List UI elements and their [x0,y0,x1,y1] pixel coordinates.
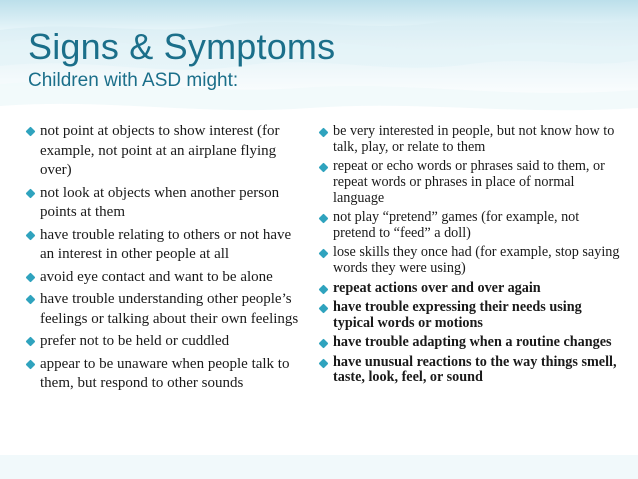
list-item: have trouble relating to others or not have an interest in other people at all [40,226,302,265]
list-item: repeat or echo words or phrases said to them, or repeat words or phrases in place of normal language [333,159,625,206]
list-item: not look at objects when another person points at them [40,184,302,223]
list-item: repeat actions over and over again [333,281,625,297]
list-item: not play “pretend” games (for example, not pretend to “feed” a doll) [333,210,625,242]
list-item: appear to be unaware when people talk to them, but respond to other sounds [40,355,302,394]
list-item: have trouble understanding other people’s feelings or talking about their own feelings [40,290,302,329]
list-item: lose skills they once had (for example, stop saying words they were using) [333,245,625,277]
list-item: avoid eye contact and want to be alone [40,268,302,288]
list-item: have trouble expressing their needs using typical words or motions [333,300,625,332]
list-item: be very interested in people, but not know how to talk, play, or relate to them [333,124,625,156]
slide-title: Signs & Symptoms [28,26,336,67]
list-item: prefer not to be held or cuddled [40,332,302,352]
list-item: have unusual reactions to the way things smell, taste, look, feel, or sound [333,355,625,387]
list-item: not point at objects to show interest (for example, not point at an airplane flying over) [40,122,302,181]
left-bullet-list [40,122,302,397]
right-bullet-list [333,124,625,390]
list-item: have trouble adapting when a routine changes [333,335,625,351]
slide-subtitle: Children with ASD might: [28,70,239,91]
